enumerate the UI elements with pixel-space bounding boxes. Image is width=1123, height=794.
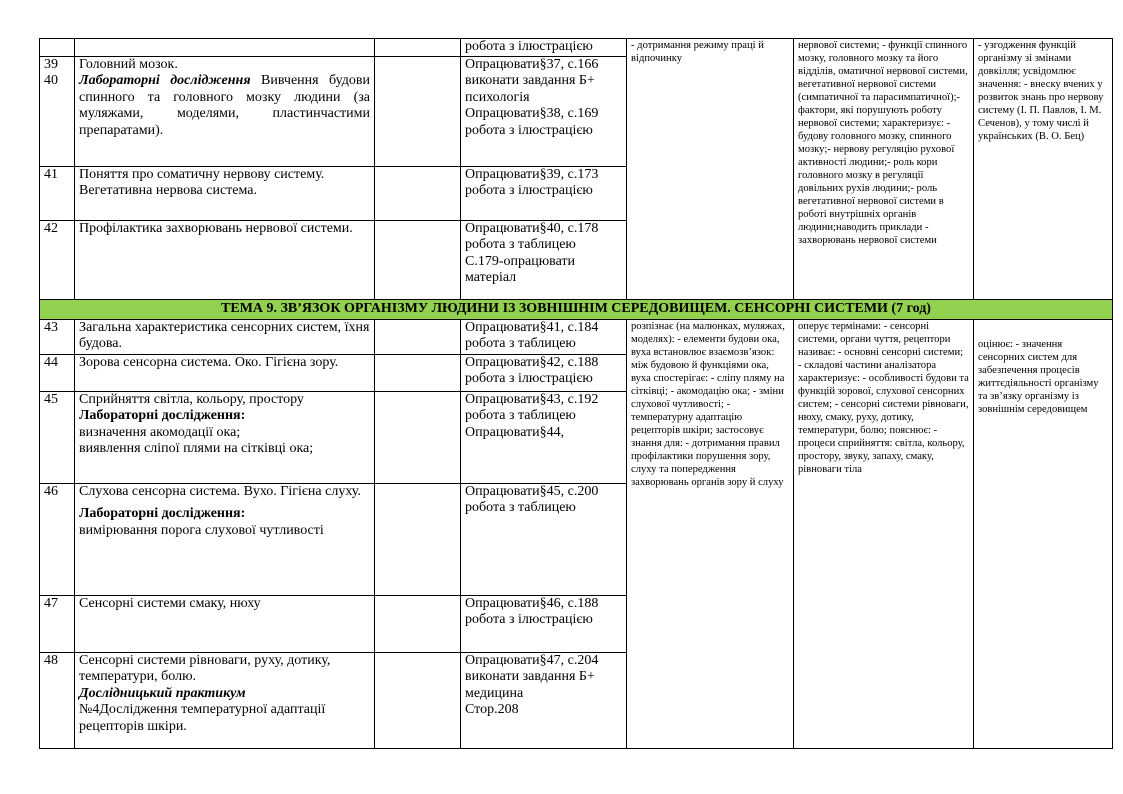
table-row [40, 39, 1113, 57]
empty-cell [375, 391, 461, 483]
skills-cell: оперує термінами: - сенсорні системи, органи чуття, рецептори називає: - основні сенсорні системи; - складові частини аналізатора характеризує: - особливості будови та функцій зорової, слухової сенсорних систем; - сенсорні системи рівноваги, нюху, смаку, руху, дотику, температури, болю; пояснює: - процеси сприйняття: світла, кольору, простору, звуку, запаху, смаку, рівноваги тіла [794, 319, 974, 748]
lesson-number: 45 [40, 391, 75, 483]
practicum-label: Дослідницький практикум [79, 685, 246, 701]
knowledge-cell: розпізнає (на малюнках, муляжах, моделях): - елементи будови ока, вуха встановлює взаємозв’язок: між будовою й функціями ока, вуха спостерігає: - сліпу пляму на сітківці; - акомодацію ока; - зміни слухової чутливості; - температурну адаптацію рецепторів шкіри; застосовує знання для: - дотримання правил профілактики порушення зору, слуху та попередження захворювань органів зору й слуху [627, 319, 794, 748]
lesson-number: 44 [40, 354, 75, 391]
homework: Опрацювати§41, с.184 робота з таблицею [461, 319, 627, 354]
empty-cell [375, 319, 461, 354]
homework: Опрацювати§42, с.188 робота з ілюстрацією [461, 354, 627, 391]
lesson-topic: Сенсорні системи рівноваги, руху, дотику, температури, болю. Дослідницький практикум №4Дослідження температурної адаптації рецепторів шкіри. [75, 652, 375, 748]
homework: Опрацювати§46, с.188 робота з ілюстрацією [461, 595, 627, 652]
empty-cell [375, 595, 461, 652]
lesson-topic: Поняття про соматичну нервову систему. Вегетативна нервова система. [75, 166, 375, 220]
lesson-number: 47 [40, 595, 75, 652]
lesson-topic: Загальна характеристика сенсорних систем, їхня будова. [75, 319, 375, 354]
empty-cell [375, 354, 461, 391]
theme-row [40, 299, 1113, 319]
homework: Опрацювати§37, с.166 виконати завдання Б+ психологія Опрацювати§38, с.169 робота з ілюстрацією [461, 56, 627, 166]
homework: робота з ілюстрацією [461, 39, 627, 57]
theme-title: ТЕМА 9. ЗВ’ЯЗОК ОРГАНІЗМУ ЛЮДИНИ ІЗ ЗОВНІШНІМ СЕРЕДОВИЩЕМ. СЕНСОРНІ СИСТЕМИ (7 год) [40, 299, 1113, 319]
lesson-topic: Сприйняття світла, кольору, простору Лабораторні дослідження: визначення акомодації ока; виявлення сліпої плями на сітківці ока; [75, 391, 375, 483]
lab-label: Лабораторні дослідження [79, 73, 251, 88]
lesson-topic: Профілактика захворювань нервової системи. [75, 220, 375, 299]
homework: Опрацювати§39, с.173 робота з ілюстрацією [461, 166, 627, 220]
lab-label: Лабораторні дослідження: [79, 506, 246, 521]
attitudes-cell: оцінює: - значення сенсорних систем для забезпечення процесів життєдіяльності організму та зв’язку організму із зовнішнім середовищем [974, 319, 1113, 748]
lesson-topic: Зорова сенсорна система. Око. Гігієна зору. [75, 354, 375, 391]
attitudes-cell: - узгодження функцій організму зі змінами довкілля; усвідомлює значення: - внеску вчених у розвиток знань про нервову систему (І. П. Павлов, І. М. Сеченов), у тому числі й українських (В. О. Бец) [974, 39, 1113, 300]
empty-cell [375, 483, 461, 595]
knowledge-cell: - дотримання режиму праці й відпочинку [627, 39, 794, 300]
lesson-number: 39 40 [40, 56, 75, 166]
homework: Опрацювати§40, с.178 робота з таблицею С.179-опрацювати матеріал [461, 220, 627, 299]
lesson-plan-table [39, 38, 1113, 749]
lesson-number: 43 [40, 319, 75, 354]
lesson-topic: Слухова сенсорна система. Вухо. Гігієна слуху. Лабораторні дослідження: вимірювання порога слухової чутливості [75, 483, 375, 595]
empty-cell [375, 652, 461, 748]
homework: Опрацювати§47, с.204 виконати завдання Б+ медицина Стор.208 [461, 652, 627, 748]
empty-cell [375, 39, 461, 57]
empty-cell [375, 220, 461, 299]
lesson-topic [75, 39, 375, 57]
lesson-number: 41 [40, 166, 75, 220]
lesson-number: 46 [40, 483, 75, 595]
lesson-number [40, 39, 75, 57]
lesson-number: 48 [40, 652, 75, 748]
lab-label: Лабораторні дослідження: [79, 408, 246, 423]
table-row [40, 319, 1113, 354]
lesson-topic: Головний мозок. Лабораторні дослідження Вивчення будови спинного та головного мозку людини (за муляжами, моделями, пластинчастими препаратами). [75, 56, 375, 166]
homework: Опрацювати§45, с.200 робота з таблицею [461, 483, 627, 595]
lesson-number: 42 [40, 220, 75, 299]
empty-cell [375, 56, 461, 166]
homework: Опрацювати§43, с.192 робота з таблицею Опрацювати§44, [461, 391, 627, 483]
lesson-topic: Сенсорні системи смаку, нюху [75, 595, 375, 652]
empty-cell [375, 166, 461, 220]
skills-cell: нервової системи; - функції спинного мозку, головного мозку та його відділів, оматичної нервової системи, вегетативної нервової системи (симпатичної та парасимпатичної);- фактори, які порушують роботу нервової системи; характеризує: - будову головного мозку, спинного мозку;- нервову регуляцію рухової активності людини;- роль кори головного мозку в регуляції довільних рухів людини;- роль вегетативної нервової системи в роботі внутрішніх органів людини;наводить приклади - захворювань нервової системи [794, 39, 974, 300]
